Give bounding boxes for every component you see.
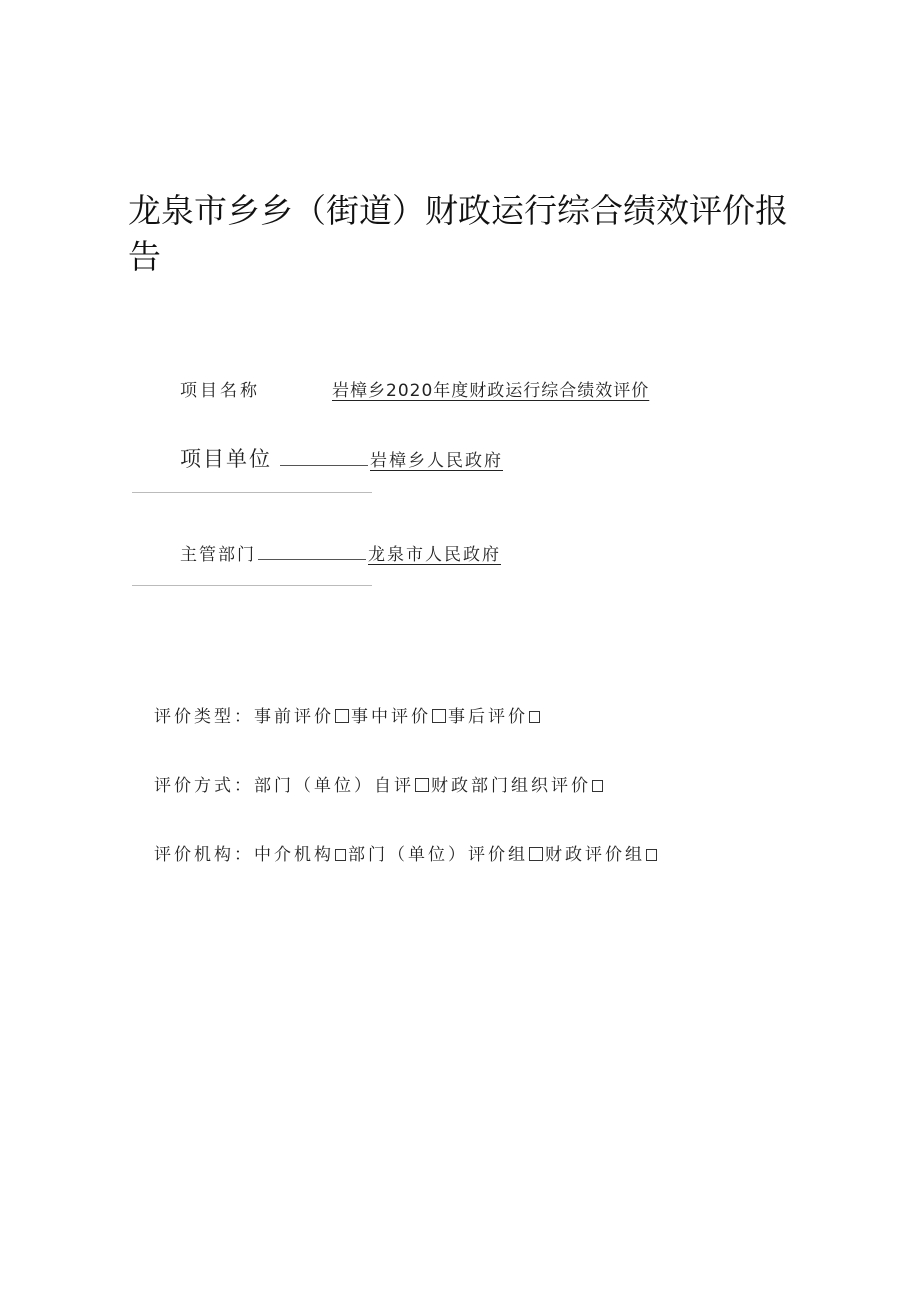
option-mid-evaluation: 事中评价: [351, 707, 431, 727]
project-unit-label: 项目单位: [180, 447, 272, 471]
evaluation-method-row: [154, 771, 605, 796]
evaluation-agency-row: [154, 840, 659, 865]
checkbox-finance-evaluation-group[interactable]: [646, 849, 657, 861]
option-post-evaluation: 事后评价: [448, 707, 528, 727]
project-unit-blank: [280, 464, 368, 466]
checkbox-self-evaluation[interactable]: [415, 778, 429, 792]
checkbox-finance-organized[interactable]: [592, 780, 603, 792]
option-dept-evaluation-group: 部门（单位）评价组: [348, 845, 528, 865]
checkbox-post-evaluation[interactable]: [529, 711, 540, 723]
supervising-dept-row: [180, 540, 501, 565]
supervising-dept-blank: [258, 558, 366, 560]
supervising-dept-label: 主管部门: [180, 545, 256, 565]
project-name-value: 岩樟乡2020年度财政运行综合绩效评价: [332, 381, 650, 401]
option-pre-evaluation: 事前评价: [254, 707, 334, 727]
supervising-dept-value: 龙泉市人民政府: [368, 545, 501, 565]
option-intermediary: 中介机构: [254, 845, 334, 865]
option-finance-organized: 财政部门组织评价: [431, 776, 591, 796]
project-name-label: 项目名称: [180, 381, 260, 401]
option-self-evaluation: 部门（单位）自评: [254, 776, 414, 796]
document-title: 龙泉市乡乡（街道）财政运行综合绩效评价报告: [128, 191, 788, 276]
project-unit-value: 岩樟乡人民政府: [370, 451, 503, 471]
evaluation-type-label: 评价类型：: [154, 707, 254, 727]
checkbox-pre-evaluation[interactable]: [335, 709, 349, 723]
project-name-row: [180, 376, 649, 401]
evaluation-agency-label: 评价机构：: [154, 845, 254, 865]
project-unit-continuation-line: [132, 492, 372, 493]
checkbox-dept-evaluation-group[interactable]: [529, 847, 543, 861]
evaluation-method-label: 评价方式：: [154, 776, 254, 796]
option-finance-evaluation-group: 财政评价组: [545, 845, 645, 865]
checkbox-mid-evaluation[interactable]: [432, 709, 446, 723]
checkbox-intermediary[interactable]: [335, 849, 346, 861]
supervising-dept-continuation-line: [132, 585, 372, 586]
project-unit-row: [180, 443, 503, 473]
evaluation-type-row: [154, 702, 542, 727]
